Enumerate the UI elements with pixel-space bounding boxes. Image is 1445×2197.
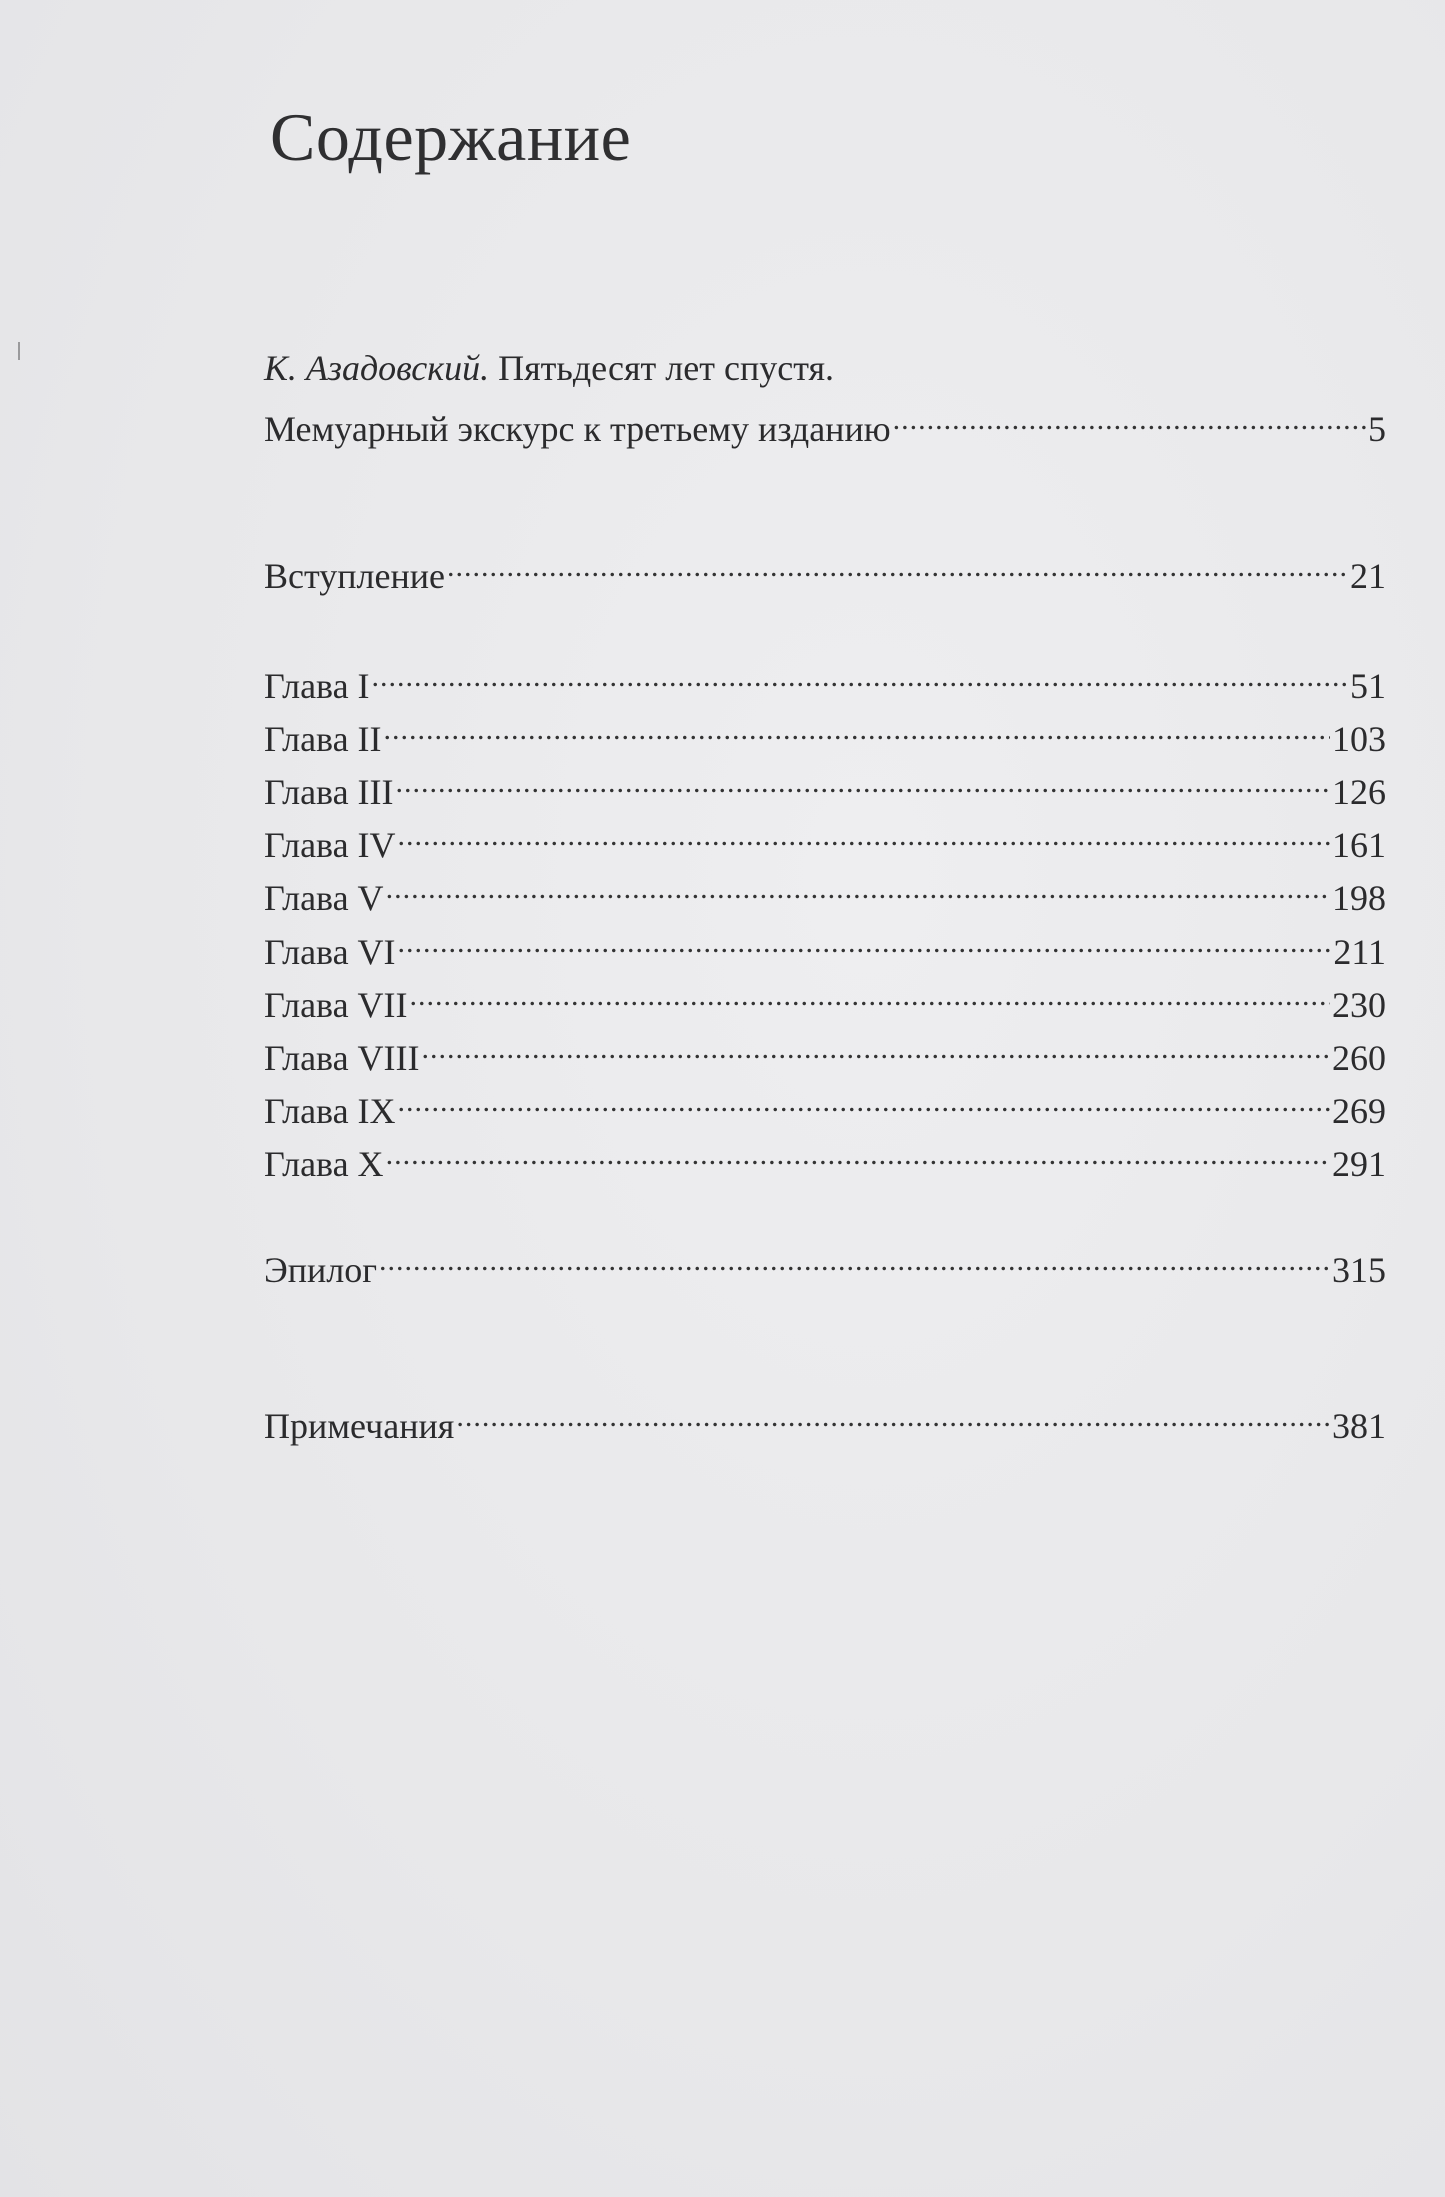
toc-entry-page: 315 xyxy=(1332,1250,1386,1290)
dot-leader xyxy=(379,1238,1330,1282)
dot-leader xyxy=(398,920,1332,964)
toc-entry-notes[interactable] xyxy=(264,1394,1386,1448)
dot-leader xyxy=(398,1079,1330,1123)
dot-leader xyxy=(384,707,1330,751)
toc-entry-label: Вступление xyxy=(264,556,445,596)
toc-entry-page: 161 xyxy=(1332,825,1386,865)
toc-entry-label: Глава VII xyxy=(264,985,408,1025)
intro-author: К. Азадовский. xyxy=(264,348,490,388)
toc-entry-label: Глава X xyxy=(264,1144,384,1184)
intro-first-line xyxy=(264,346,834,390)
toc-entry-chapter-3[interactable] xyxy=(264,760,1386,814)
toc-entry-intro[interactable] xyxy=(264,397,1386,451)
toc-entry-page: 198 xyxy=(1332,878,1386,918)
toc-entry-chapter-7[interactable] xyxy=(264,973,1386,1027)
toc-entry-label: Мемуарный экскурс к третьему изданию xyxy=(264,409,891,449)
toc-entry-chapter-2[interactable] xyxy=(264,707,1386,761)
dot-leader xyxy=(422,1026,1330,1070)
toc-entry-label: Глава III xyxy=(264,772,394,812)
page-title: Содержание xyxy=(270,99,632,175)
dot-leader xyxy=(396,760,1330,804)
toc-entry-page: 291 xyxy=(1332,1144,1386,1184)
toc-entry-page: 126 xyxy=(1332,772,1386,812)
toc-entry-chapter-5[interactable] xyxy=(264,866,1386,920)
dot-leader xyxy=(398,813,1330,857)
toc-entry-label: Глава VI xyxy=(264,932,396,972)
toc-entry-page: 211 xyxy=(1333,932,1386,972)
dot-leader xyxy=(372,654,1348,698)
dot-leader xyxy=(447,544,1348,588)
toc-entry-label: Примечания xyxy=(264,1406,455,1446)
toc-entry-label: Эпилог xyxy=(264,1250,378,1290)
toc-entry-chapter-9[interactable] xyxy=(264,1079,1386,1133)
toc-entry-chapter-8[interactable] xyxy=(264,1026,1386,1080)
toc-entry-label: Глава IX xyxy=(264,1091,396,1131)
toc-entry-chapter-10[interactable] xyxy=(264,1132,1386,1186)
page-mark xyxy=(18,342,20,360)
toc-entry-chapter-6[interactable] xyxy=(264,920,1386,974)
dot-leader xyxy=(386,866,1330,910)
toc-entry-label: Глава V xyxy=(264,878,384,918)
toc-entry-page: 5 xyxy=(1368,409,1386,449)
toc-entry-label: Глава II xyxy=(264,719,382,759)
toc-entry-label: Глава I xyxy=(264,666,370,706)
dot-leader xyxy=(386,1132,1330,1176)
toc-entry-page: 269 xyxy=(1332,1091,1386,1131)
toc-entry-vstuplenie[interactable] xyxy=(264,544,1386,598)
toc-entry-chapter-4[interactable] xyxy=(264,813,1386,867)
dot-leader xyxy=(456,1394,1330,1438)
toc-entry-page: 51 xyxy=(1350,666,1386,706)
toc-entry-label: Глава IV xyxy=(264,825,396,865)
dot-leader xyxy=(893,397,1366,441)
toc-entry-chapter-1[interactable] xyxy=(264,654,1386,708)
toc-entry-epilog[interactable] xyxy=(264,1238,1386,1292)
intro-title-part1: Пятьдесят лет спустя. xyxy=(489,348,835,388)
toc-entry-page: 21 xyxy=(1350,556,1386,596)
toc-entry-page: 103 xyxy=(1332,719,1386,759)
toc-entry-page: 381 xyxy=(1332,1406,1386,1446)
toc-entry-page: 260 xyxy=(1332,1038,1386,1078)
toc-entry-page: 230 xyxy=(1332,985,1386,1025)
dot-leader xyxy=(410,973,1330,1017)
toc-entry-label: Глава VIII xyxy=(264,1038,420,1078)
